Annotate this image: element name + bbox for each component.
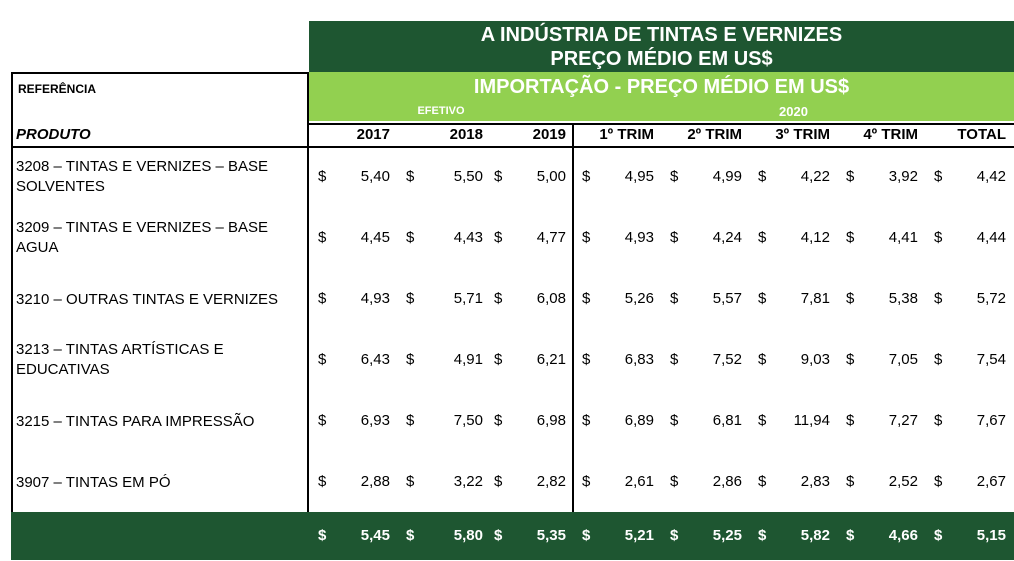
price-value: 6,81: [712, 412, 742, 429]
price-value: 6,21: [536, 351, 566, 368]
price-value: 6,08: [536, 290, 566, 307]
currency-symbol: $: [846, 473, 855, 490]
price-value: 4,93: [624, 229, 654, 246]
price-value: 4,43: [453, 229, 483, 246]
header-top-rule: [309, 123, 1014, 125]
price-value: 4,42: [976, 168, 1006, 185]
efetivo-2020-separator: [572, 123, 574, 512]
currency-symbol: $: [582, 351, 591, 368]
currency-symbol: $: [758, 412, 767, 429]
column-header: 2017: [356, 126, 390, 143]
currency-symbol: $: [934, 229, 943, 246]
column-header: 4º TRIM: [863, 126, 918, 143]
price-value: 5,71: [453, 290, 483, 307]
price-value: 7,52: [712, 351, 742, 368]
price-value: 5,26: [624, 290, 654, 307]
currency-symbol: $: [670, 290, 679, 307]
product-name: [16, 340, 306, 380]
price-value: 2,82: [536, 473, 566, 490]
price-value: 9,03: [800, 351, 830, 368]
total-value: 5,25: [712, 527, 742, 544]
currency-symbol: $: [494, 290, 503, 307]
price-value: 5,00: [536, 168, 566, 185]
price-value: 7,81: [800, 290, 830, 307]
total-currency-symbol: $: [670, 527, 679, 544]
total-value: 4,66: [888, 527, 918, 544]
price-value: 5,57: [712, 290, 742, 307]
total-value: 5,21: [624, 527, 654, 544]
currency-symbol: $: [406, 290, 415, 307]
total-currency-symbol: $: [582, 527, 591, 544]
price-value: 4,91: [453, 351, 483, 368]
price-value: 7,50: [453, 412, 483, 429]
price-value: 4,44: [976, 229, 1006, 246]
currency-symbol: $: [318, 290, 327, 307]
currency-symbol: $: [318, 229, 327, 246]
efetivo-header: EFETIVO: [309, 102, 573, 121]
total-value: 5,15: [976, 527, 1006, 544]
currency-symbol: $: [670, 473, 679, 490]
currency-symbol: $: [318, 168, 327, 185]
currency-symbol: $: [670, 168, 679, 185]
price-value: 6,43: [360, 351, 390, 368]
price-value: 2,88: [360, 473, 390, 490]
currency-symbol: $: [670, 412, 679, 429]
total-value: 5,35: [536, 527, 566, 544]
total-currency-symbol: $: [758, 527, 767, 544]
currency-symbol: $: [406, 473, 415, 490]
currency-symbol: $: [758, 351, 767, 368]
table-title: [309, 21, 1014, 72]
column-header: 2019: [532, 126, 566, 143]
product-name: [16, 290, 306, 310]
currency-symbol: $: [494, 473, 503, 490]
product-name-line-1: 3215 – TINTAS PARA IMPRESSÃO: [16, 413, 255, 430]
total-currency-symbol: $: [934, 527, 943, 544]
price-value: 3,22: [453, 473, 483, 490]
price-value: 5,40: [360, 168, 390, 185]
currency-symbol: $: [582, 168, 591, 185]
currency-symbol: $: [582, 473, 591, 490]
currency-symbol: $: [318, 351, 327, 368]
product-name-line-1: 3907 – TINTAS EM PÓ: [16, 474, 171, 491]
total-value: 5,80: [453, 527, 483, 544]
year-2020-header: 2020: [573, 102, 1014, 121]
product-name-line-2: EDUCATIVAS: [16, 361, 110, 378]
price-value: 3,92: [888, 168, 918, 185]
price-value: 11,94: [793, 412, 830, 429]
currency-symbol: $: [934, 168, 943, 185]
title-line-1: A INDÚSTRIA DE TINTAS E VERNIZES: [480, 24, 843, 46]
product-name-line-2: SOLVENTES: [16, 178, 105, 195]
currency-symbol: $: [934, 412, 943, 429]
product-name-line-1: 3213 – TINTAS ARTÍSTICAS E: [16, 341, 224, 358]
total-value: 5,45: [360, 527, 390, 544]
total-currency-symbol: $: [846, 527, 855, 544]
currency-symbol: $: [406, 351, 415, 368]
price-value: 2,86: [712, 473, 742, 490]
title-line-2: PREÇO MÉDIO EM US$: [550, 48, 773, 70]
currency-symbol: $: [846, 351, 855, 368]
price-value: 4,22: [800, 168, 830, 185]
currency-symbol: $: [582, 412, 591, 429]
price-value: 2,61: [624, 473, 654, 490]
currency-symbol: $: [758, 168, 767, 185]
reference-label: REFERÊNCIA: [11, 72, 309, 102]
total-currency-symbol: $: [318, 527, 327, 544]
product-name-line-1: 3208 – TINTAS E VERNIZES – BASE: [16, 158, 269, 175]
price-value: 5,72: [976, 290, 1006, 307]
price-value: 4,24: [712, 229, 742, 246]
total-value: 5,82: [800, 527, 830, 544]
currency-symbol: $: [846, 168, 855, 185]
price-value: 4,45: [360, 229, 390, 246]
product-name: [16, 157, 306, 197]
price-value: 7,27: [888, 412, 918, 429]
currency-symbol: $: [494, 229, 503, 246]
price-value: 7,05: [888, 351, 918, 368]
currency-symbol: $: [494, 412, 503, 429]
price-value: 4,41: [888, 229, 918, 246]
product-name: [16, 218, 306, 258]
price-value: 4,99: [712, 168, 742, 185]
currency-symbol: $: [318, 473, 327, 490]
product-name: [16, 473, 306, 493]
product-name-line-2: AGUA: [16, 239, 59, 256]
currency-symbol: $: [846, 412, 855, 429]
price-value: 5,38: [888, 290, 918, 307]
price-value: 2,83: [800, 473, 830, 490]
currency-symbol: $: [934, 290, 943, 307]
currency-symbol: $: [582, 229, 591, 246]
price-value: 6,98: [536, 412, 566, 429]
currency-symbol: $: [934, 473, 943, 490]
price-value: 4,12: [800, 229, 830, 246]
currency-symbol: $: [406, 412, 415, 429]
currency-symbol: $: [406, 168, 415, 185]
currency-symbol: $: [494, 168, 503, 185]
currency-symbol: $: [406, 229, 415, 246]
product-header: PRODUTO: [16, 126, 91, 143]
price-value: 7,67: [976, 412, 1006, 429]
product-name-line-1: 3209 – TINTAS E VERNIZES – BASE: [16, 219, 269, 236]
total-currency-symbol: $: [406, 527, 415, 544]
currency-symbol: $: [758, 473, 767, 490]
price-value: 4,77: [536, 229, 566, 246]
price-value: 2,67: [976, 473, 1006, 490]
column-header: 3º TRIM: [775, 126, 830, 143]
currency-symbol: $: [494, 351, 503, 368]
price-value: 6,83: [624, 351, 654, 368]
price-value: 6,89: [624, 412, 654, 429]
product-name: [16, 412, 306, 432]
currency-symbol: $: [670, 351, 679, 368]
price-value: 4,93: [360, 290, 390, 307]
price-value: 7,54: [976, 351, 1006, 368]
column-header: 1º TRIM: [599, 126, 654, 143]
product-name-line-1: 3210 – OUTRAS TINTAS E VERNIZES: [16, 291, 279, 308]
price-value: 2,52: [888, 473, 918, 490]
header-bottom-rule: [11, 146, 1014, 148]
currency-symbol: $: [846, 229, 855, 246]
currency-symbol: $: [846, 290, 855, 307]
column-header: 2018: [449, 126, 483, 143]
column-header: 2º TRIM: [687, 126, 742, 143]
total-currency-symbol: $: [494, 527, 503, 544]
price-value: 6,93: [360, 412, 390, 429]
currency-symbol: $: [582, 290, 591, 307]
column-header: TOTAL: [957, 126, 1006, 143]
currency-symbol: $: [758, 229, 767, 246]
subtitle-bar: IMPORTAÇÃO - PREÇO MÉDIO EM US$: [309, 72, 1014, 102]
currency-symbol: $: [670, 229, 679, 246]
currency-symbol: $: [318, 412, 327, 429]
price-value: 4,95: [624, 168, 654, 185]
currency-symbol: $: [934, 351, 943, 368]
price-value: 5,50: [453, 168, 483, 185]
currency-symbol: $: [758, 290, 767, 307]
